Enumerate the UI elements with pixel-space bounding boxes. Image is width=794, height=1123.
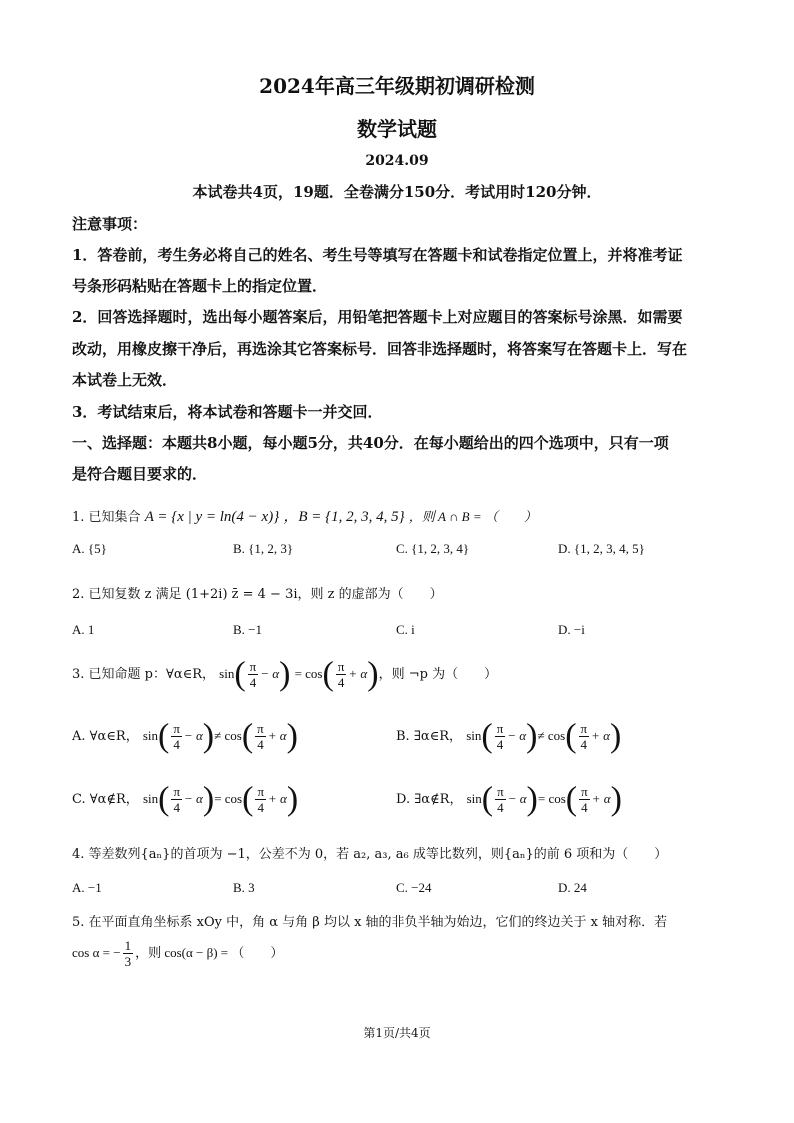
q3-option-c: C. ∀α∉R， sin( $\frac{\pi}{4}$ − α)= cos( $\frac{\pi}{4}$ + α)	[72, 780, 299, 818]
note-1-line-1: 1．答卷前，考生务必将自己的姓名、考生号等填写在答题卡和试卷指定位置上，并将准考证	[72, 246, 683, 264]
question-5-line-2	[72, 935, 283, 972]
exam-summary: 本试卷共4页，19题．全卷满分150分．考试用时120分钟．	[192, 183, 602, 201]
q3-frac-2: $\frac{\pi}{4}$	[337, 659, 345, 690]
q1-suffix: ，则 A ∩ B = （ ）	[408, 509, 537, 524]
q1-option-a: A. {5}	[72, 541, 107, 556]
q3-option-d: D. ∃α∉R， sin( $\frac{\pi}{4}$ − α)= cos( $\frac{\pi}{4}$ + α)	[396, 780, 622, 818]
page-footer: 第1页/共4页	[363, 1026, 431, 1040]
q3-suffix: ，则 ¬p 为（ ）	[378, 667, 498, 682]
q5-fraction: $\frac{1}{3}$	[124, 938, 132, 969]
section-1-heading-line-1: 一、选择题：本题共8小题，每小题5分，共40分．在每小题给出的四个选项中，只有一项	[72, 434, 669, 452]
q3-paren-right: )	[279, 655, 291, 693]
q1-option-c: C. {1, 2, 3, 4}	[396, 541, 470, 556]
question-5-line-1: 5. 在平面直角坐标系 xOy 中，角 α 与角 β 均以 x 轴的非负半轴为始边，它们的终边关于 x 轴对称．若	[72, 915, 668, 930]
q3-option-b-label: B. ∃α∈R，	[396, 729, 463, 744]
q1-option-d: D. {1, 2, 3, 4, 5}	[558, 541, 645, 556]
note-1-line-2: 号条形码粘贴在答题卡上的指定位置．	[72, 277, 328, 295]
q1-prefix: 1. 已知集合	[72, 510, 141, 525]
q3-paren-left: (	[234, 655, 246, 693]
q4-option-a: A. −1	[72, 880, 102, 895]
q3-a-sin: sin	[142, 728, 159, 743]
q4-option-c: C. −24	[396, 880, 432, 895]
exam-subject: 数学试题	[357, 117, 437, 141]
question-4-stem: 4. 等差数列{aₙ}的首项为 −1，公差不为 0，若 a₂, a₃, a₆ 成等比数列，则{aₙ}的前 6 项和为（ ）	[72, 847, 668, 862]
question-1-stem	[72, 505, 537, 526]
q5-cos-prefix: cos α = −	[72, 945, 121, 960]
q3-option-b: B. ∃α∈R， sin( $\frac{\pi}{4}$ − α)≠ cos( $\frac{\pi}{4}$ + α)	[396, 717, 622, 755]
q1-set-b: ，B = {1, 2, 3, 4, 5}	[283, 509, 405, 525]
q3-option-a: A. ∀α∈R， sin( $\frac{\pi}{4}$ − α)≠ cos( $\frac{\pi}{4}$ + α)	[72, 717, 298, 755]
q3-option-c-label: C. ∀α∉R，	[72, 792, 139, 807]
q3-plus-alpha: + α	[348, 666, 368, 681]
q3-prefix: 3. 已知命题 p：∀α∈R，	[72, 667, 216, 682]
q3-sin: sin	[219, 666, 235, 681]
section-1-heading-line-2: 是符合题目要求的．	[72, 465, 208, 483]
q2-option-b: B. −1	[233, 622, 263, 637]
q4-option-d: D. 24	[558, 880, 587, 895]
q5-suffix: ，则 cos(α − β) = （ ）	[135, 945, 284, 960]
q3-paren-left-2: (	[322, 655, 334, 693]
note-2-line-1: 2．回答选择题时，选出每小题答案后，用铅笔把答题卡上对应题目的答案标号涂黑．如需要	[72, 308, 683, 326]
q2-option-d: D. −i	[558, 622, 585, 637]
q3-paren-right-2: )	[367, 655, 379, 693]
question-2-stem: 2. 已知复数 z 满足 (1+2i) z̄ = 4 − 3i，则 z 的虚部为（ ）	[72, 587, 443, 602]
q3-option-a-label: A. ∀α∈R，	[72, 729, 139, 744]
q1-option-b: B. {1, 2, 3}	[233, 541, 294, 556]
question-3-stem	[72, 656, 497, 693]
q3-eq-cos: = cos	[294, 666, 323, 681]
exam-date: 2024.09	[365, 153, 429, 169]
q3-minus-alpha: − α	[260, 666, 280, 681]
q3-frac: $\frac{\pi}{4}$	[249, 659, 257, 690]
q2-option-a: A. 1	[72, 622, 95, 637]
note-3: 3．考试结束后，将本试卷和答题卡一并交回．	[72, 403, 383, 421]
q1-set-a: A = {x | y = ln(4 − x)}	[144, 509, 280, 525]
q3-option-d-label: D. ∃α∉R，	[396, 792, 463, 807]
q4-option-b: B. 3	[233, 880, 255, 895]
exam-title: 2024年高三年级期初调研检测	[259, 74, 535, 98]
notes-heading: 注意事项：	[72, 215, 148, 233]
q2-option-c: C. i	[396, 622, 415, 637]
note-2-line-3: 本试卷上无效．	[72, 371, 178, 389]
note-2-line-2: 改动，用橡皮擦干净后，再选涂其它答案标号．回答非选择题时，将答案写在答题卡上．写在	[72, 340, 688, 358]
